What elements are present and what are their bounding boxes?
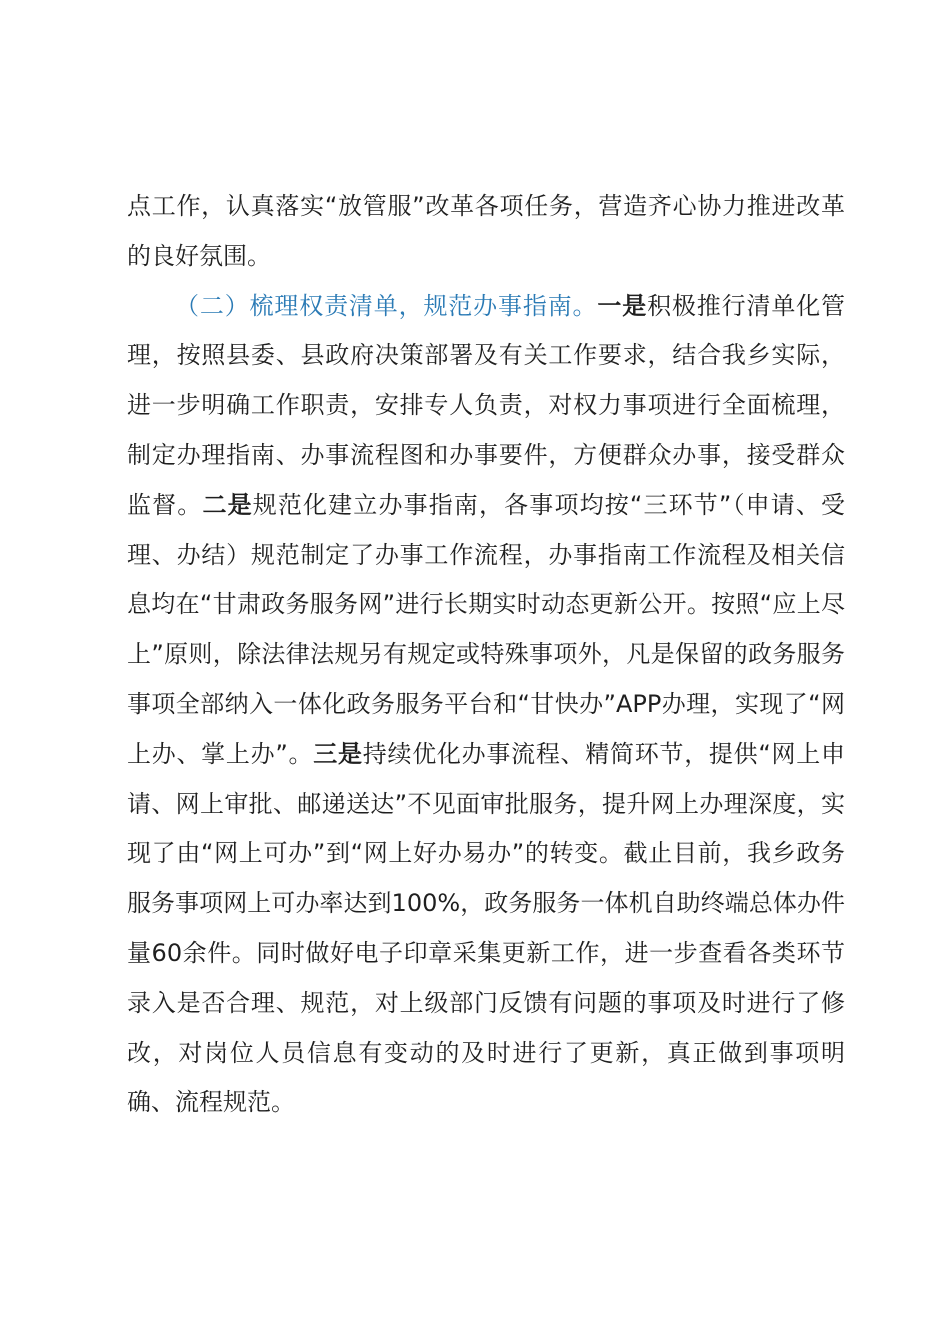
point-three-label: 三是 — [313, 739, 363, 768]
point-two-text: 规范化建立办事指南，各事项均按“三环节”（申请、受理、办结）规范制定了办事工作流程，办事指南工作流程及相关信息均在“甘肃政务服务网”进行长期实时动态更新公开。按照“应上尽上”原则，除法律法规另有规定或特殊事项外，凡是保留的政务服务事项全部纳入一体化政务服务平台和“甘快办”APP办理，实现了“网上办、掌上办”。 — [127, 490, 846, 768]
point-one-label: 一是 — [597, 291, 648, 320]
paragraph-section-two — [127, 282, 845, 1129]
paragraph-continuation: 点工作，认真落实“放管服”改革各项任务，营造齐心协力推进改革的良好氛围。 — [127, 192, 845, 270]
document-body — [127, 182, 845, 1128]
section-heading: （二）梳理权责清单，规范办事指南。 — [175, 291, 598, 320]
point-two-label: 二是 — [202, 490, 253, 519]
point-three-text: 持续优化办事流程、精简环节，提供“网上申请、网上审批、邮递送达”不见面审批服务，提升网上办理深度，实现了由“网上可办”到“网上好办易办”的转变。截止目前，我乡政务服务事项网上可办率达到100%，政务服务一体机自助终端总体办件量60余件。同时做好电子印章采集更新工作，进一步查看各类环节录入是否合理、规范，对上级部门反馈有问题的事项及时进行了修改，对岗位人员信息有变动的及时进行了更新，真正做到事项明确、流程规范。 — [127, 739, 846, 1117]
point-one-text: 积极推行清单化管理，按照县委、县政府决策部署及有关工作要求，结合我乡实际，进一步明确工作职责，安排专人负责，对权力事项进行全面梳理，制定办理指南、办事流程图和办事要件，方便群众办事，接受群众监督。 — [127, 291, 846, 519]
